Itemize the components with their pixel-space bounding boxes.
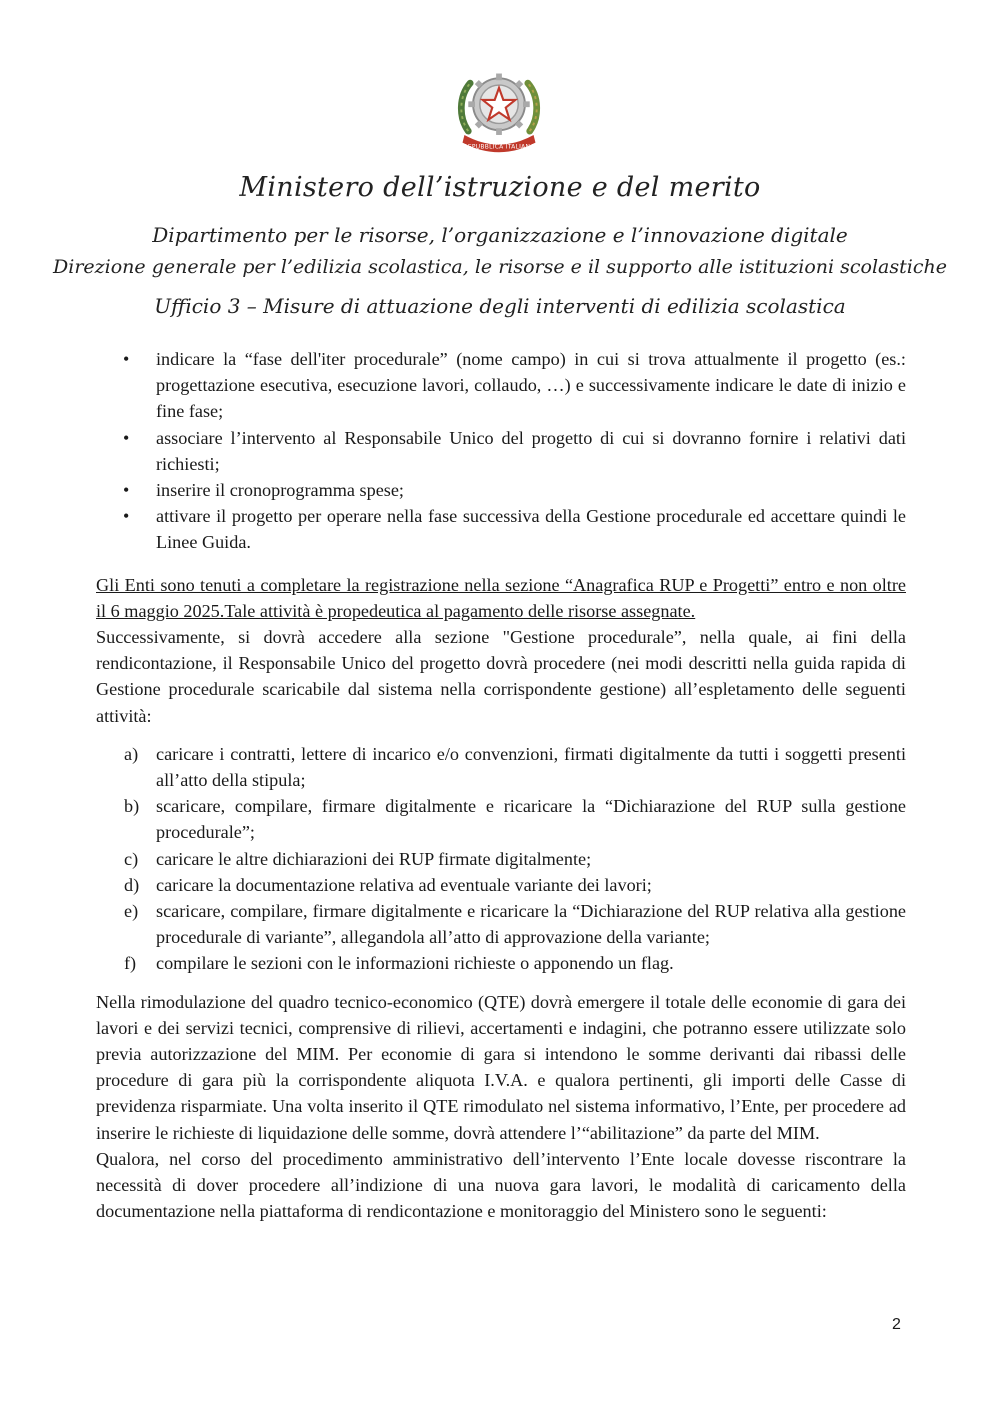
new-tender-paragraph: Qualora, nel corso del procedimento amministrativo dell’intervento l’Ente locale dovesse riscontrare la necessità di dover procedere all’indizione di una nuova gara lavori, le modalità di caricamento della documentazione nella piattaforma di rendicontazione e monitoraggio del Ministero sono le seguenti: [96, 1148, 906, 1222]
activities-list [96, 741, 906, 977]
bullet-icon: • [123, 480, 130, 501]
document-body [96, 346, 906, 1225]
bullet-icon: • [123, 349, 130, 369]
list-item: a) caricare i contratti, lettere di incarico e/o convenzioni, firmati digitalmente da tutti i soggetti presenti all’atto della stipula; [124, 743, 906, 791]
deadline-paragraph: Gli Enti sono tenuti a completare la registrazione nella sezione “Anagrafica RUP e Progetti” entro e non oltre il 6 maggio 2025.Tale attività è propedeutica al pagamento delle risorse assegnate. [96, 574, 906, 621]
directorate-title: Direzione generale per l’edilizia scolastica, le risorse e il supporto alle istituzioni scolastiche [53, 256, 947, 278]
bullet-icon: • [123, 427, 130, 448]
ministry-title: Ministero dell’istruzione e del merito [239, 172, 761, 203]
list-item: • inserire il cronoprogramma spese; [96, 477, 906, 503]
office-title: Ufficio 3 – Misure di attuazione degli interventi di edilizia scolastica [154, 294, 846, 318]
list-item: b) scaricare, compilare, firmare digitalmente e ricaricare la “Dichiarazione del RUP sulla gestione procedurale”; [124, 796, 906, 843]
page-number: 2 [892, 1316, 901, 1333]
procedure-paragraph: Successivamente, si dovrà accedere alla sezione "Gestione procedurale”, nella quale, ai fini della rendicontazione, il Responsabile Unico del progetto dovrà procedere (nei modi descritti nella guida rapida di Gestione procedurale scaricabile dal sistema nella corrispondente gestione) all’espletamento delle seguenti attività: [96, 627, 906, 726]
list-item: e) scaricare, compilare, firmare digitalmente e ricaricare la “Dichiarazione del RUP relativa alla gestione procedurale di variante”, allegandola all’atto di approvazione della variante; [124, 901, 906, 948]
bullet-icon: • [123, 506, 130, 527]
list-item: d) caricare la documentazione relativa ad eventuale variante dei lavori; [124, 874, 652, 895]
list-item: c) caricare le altre dichiarazioni dei RUP firmate digitalmente; [124, 848, 592, 869]
bullet-list [96, 346, 906, 556]
list-item: f) compilare le sezioni con le informazioni richieste o apponendo un flag. [124, 953, 674, 974]
list-item: • associare l’intervento al Responsabile Unico del progetto di cui si dovranno fornire i relativi dati richiesti; [96, 425, 906, 477]
list-item: • attivare il progetto per operare nella fase successiva della Gestione procedurale ed accettare quindi le Linee Guida. [96, 503, 906, 555]
department-title: Dipartimento per le risorse, l’organizzazione e l’innovazione digitale [152, 223, 848, 247]
repubblica-italiana-emblem-icon [451, 62, 547, 158]
qte-paragraph: Nella rimodulazione del quadro tecnico-economico (QTE) dovrà emergere il totale delle economie di gara dei lavori e dei servizi tecnici, comprensive di rilievi, accertamenti e indagini, che potranno essere utilizzate solo previa autorizzazione del MIM. Per economie di gara si intendono le somme derivanti dai ribassi delle procedure di gara più la corrispondente aliquota I.V.A. e qualora pertinenti, gli importi delle Casse di previdenza risparmiate. Una volta inserito il QTE rimodulato nel sistema informativo, l’Ente, per procedere ad inserire le richieste di liquidazione delle somme, dovrà attendere l’“abilitazione” da parte del MIM. [96, 991, 906, 1143]
svg-text:REPUBBLICA ITALIANA: REPUBBLICA ITALIANA [463, 143, 535, 151]
list-item: • indicare la “fase dell'iter procedurale” (nome campo) in cui si trova attualmente il progetto (es.: progettazione esecutiva, esecuzione lavori, collaudo, …) e successivamente indicare le date di inizio e fine fase; [96, 346, 906, 425]
